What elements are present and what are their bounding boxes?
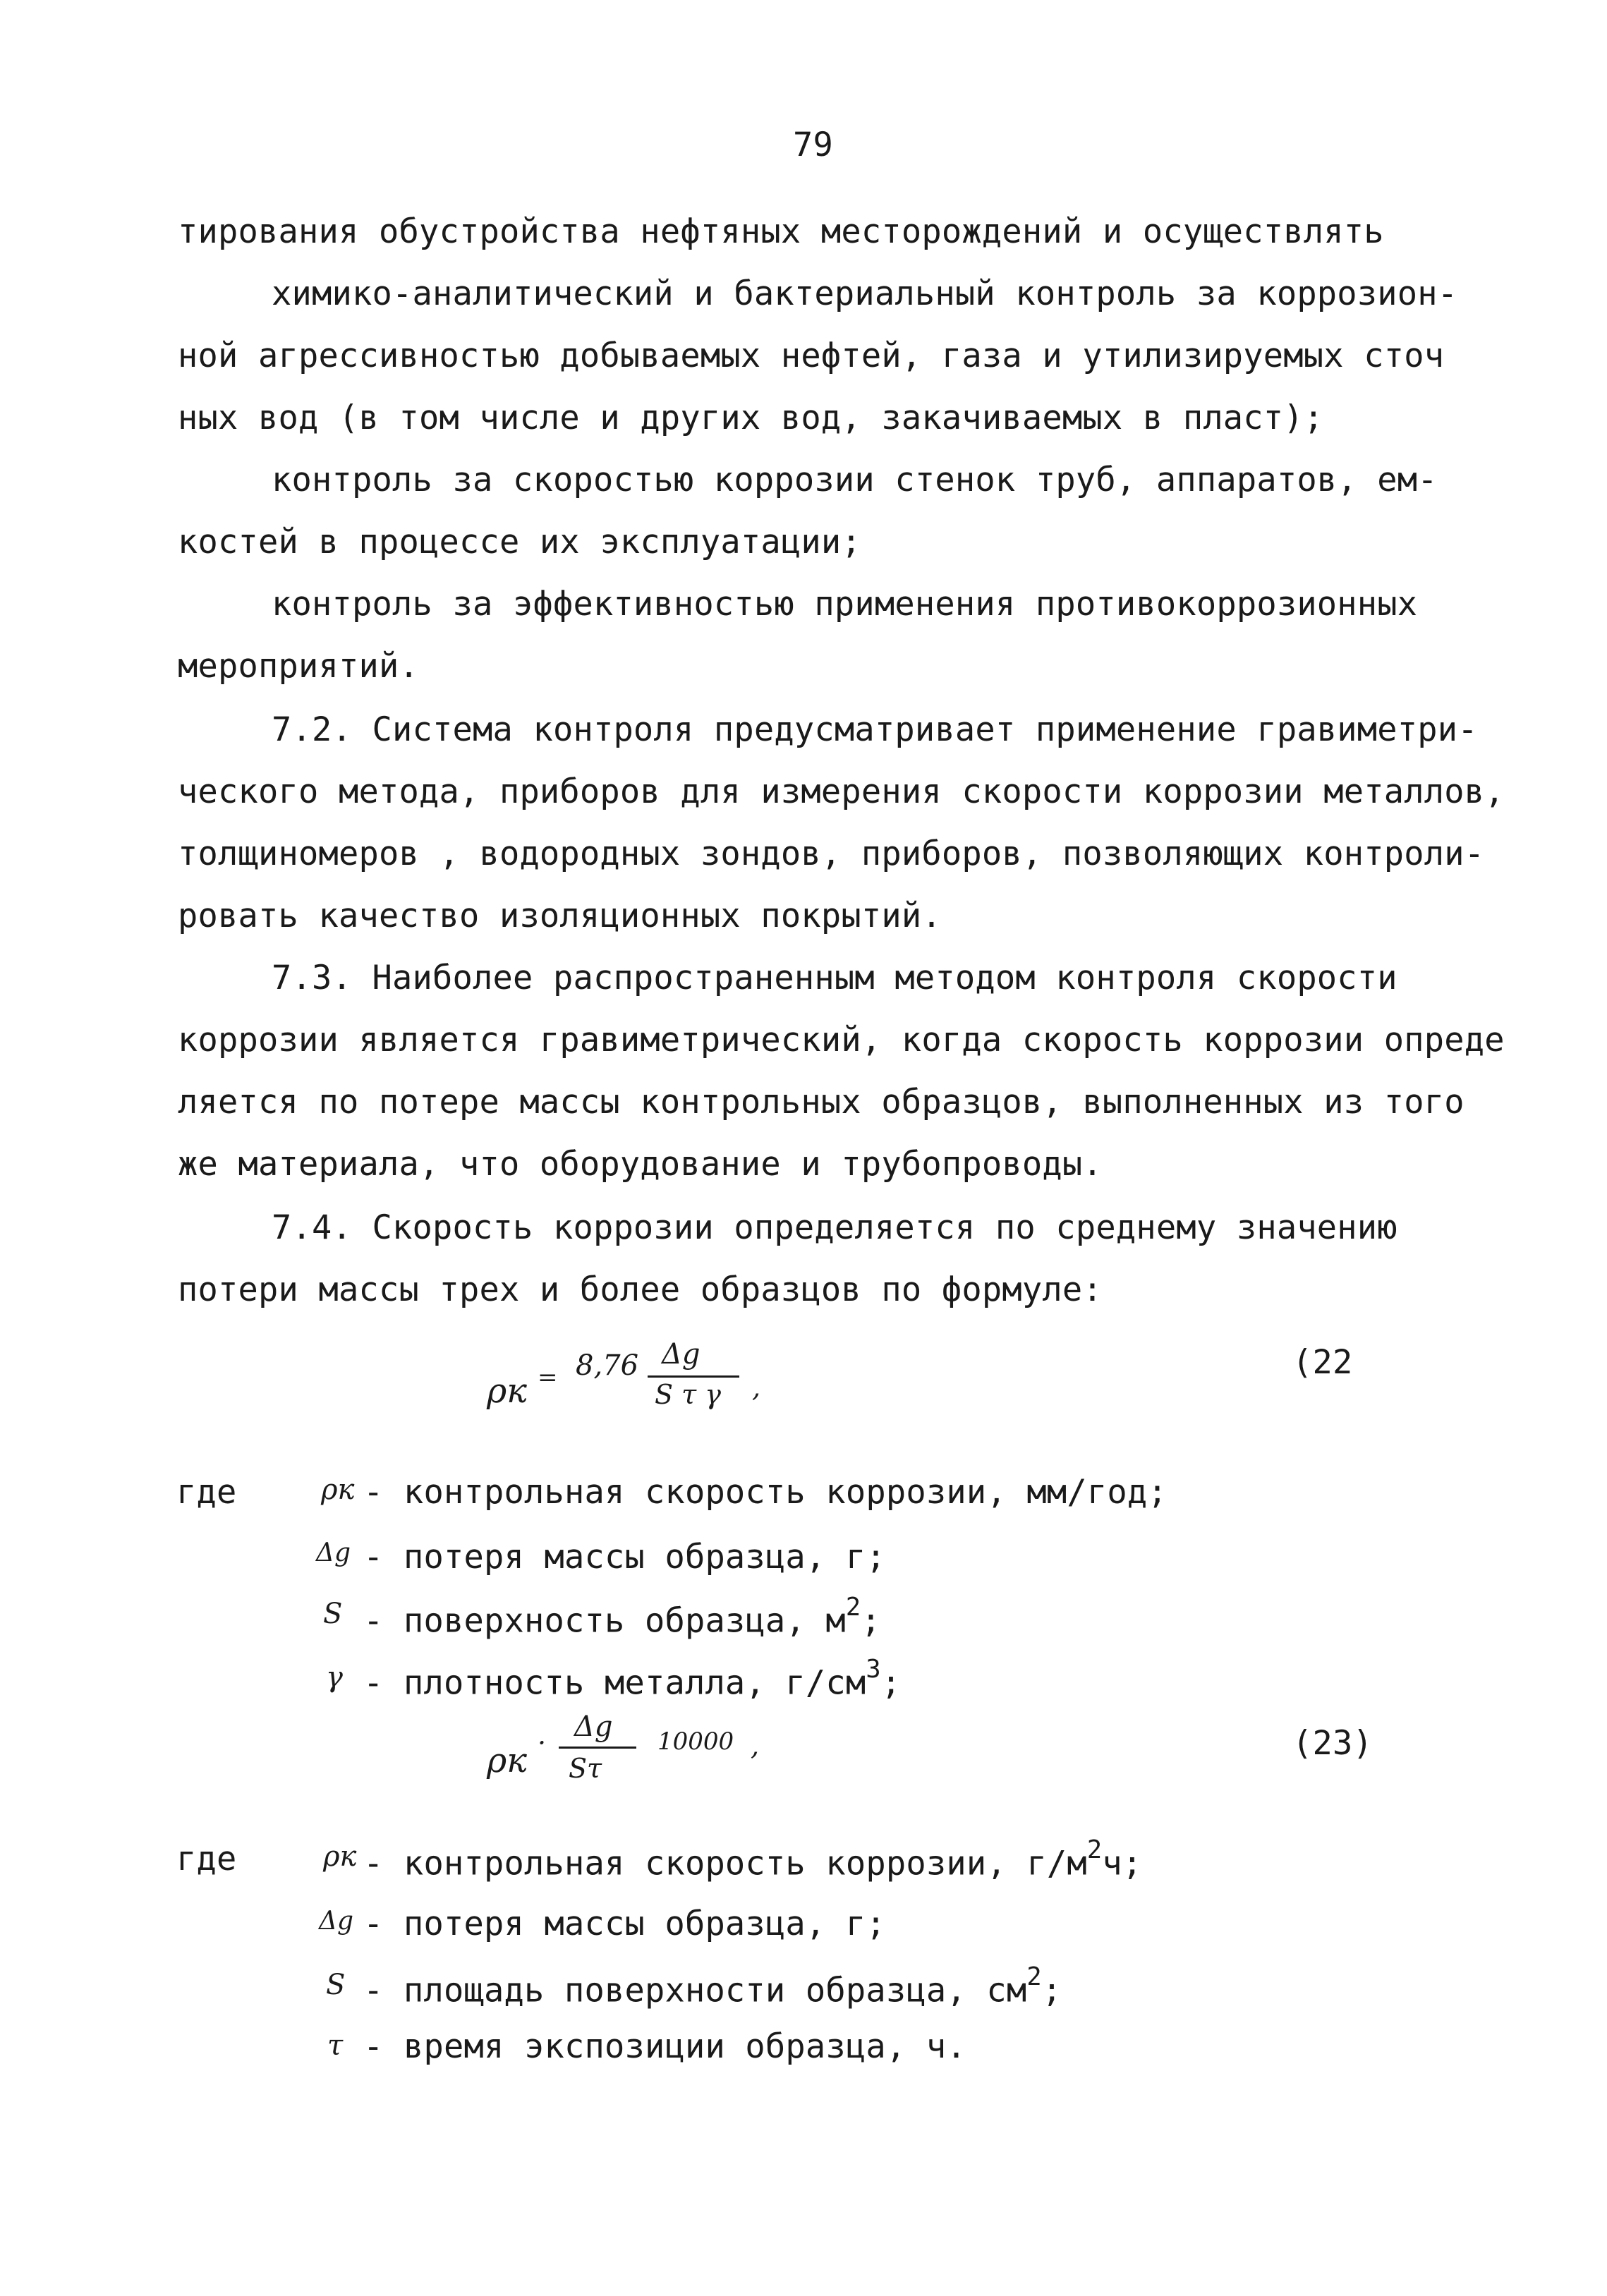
formula-numerator: Δg bbox=[662, 1338, 701, 1371]
text-line: 7.4. Скорость коррозии определяется по среднему значению bbox=[272, 1208, 1397, 1247]
where-label: где bbox=[176, 1473, 237, 1512]
definition-line: - время экспозиции образца, ч. bbox=[363, 2027, 966, 2066]
formula-denominator: Sτ bbox=[569, 1753, 602, 1784]
definition-line: - контрольная скорость коррозии, мм/год; bbox=[363, 1473, 1168, 1512]
text-line: ческого метода, приборов для измерения скорости коррозии металлов, bbox=[178, 772, 1505, 811]
text-line: тирования обустройства нефтяных месторождений и осуществлять bbox=[178, 212, 1384, 251]
definition-line: - плотность металла, $г/см^3$; bbox=[363, 1654, 902, 1703]
text-line: ляется по потере массы контрольных образцов, выполненных из того bbox=[178, 1083, 1465, 1122]
symbol-rho: ρк bbox=[321, 1474, 355, 1506]
text-line: химико-аналитический и бактериальный контроль за коррозион- bbox=[272, 274, 1458, 313]
text-line: коррозии является гравиметрический, когда скорость коррозии опреде bbox=[178, 1021, 1505, 1059]
formula-equals: = bbox=[538, 1363, 558, 1392]
page-number: 79 bbox=[793, 126, 833, 164]
formula-number: (23) bbox=[1292, 1724, 1373, 1763]
text-line: толщиномеров , водородных зондов, приборов, позволяющих контроли- bbox=[178, 834, 1485, 873]
fraction-bar bbox=[559, 1747, 636, 1749]
definition-line: - потеря массы образца, г; bbox=[363, 1538, 886, 1577]
text-line: ровать качество изоляционных покрытий. bbox=[178, 897, 942, 935]
text-line: же материала, что оборудование и трубопроводы. bbox=[178, 1145, 1103, 1184]
definition-line: - поверхность образца, $м^2$; bbox=[363, 1592, 881, 1641]
formula-factor: 10000 bbox=[657, 1727, 734, 1756]
symbol-delta-g: Δg bbox=[319, 1907, 354, 1936]
fraction-bar bbox=[648, 1375, 739, 1378]
text-line: контроль за эффективностью применения противокоррозионных bbox=[272, 585, 1418, 624]
symbol-gamma: γ bbox=[326, 1661, 343, 1694]
symbol-delta-g: Δg bbox=[316, 1538, 351, 1567]
text-line: потери массы трех и более образцов по формуле: bbox=[178, 1270, 1103, 1309]
definition-line: - площадь поверхности образца, $см^2$; bbox=[363, 1962, 1062, 2010]
formula-dot: · bbox=[538, 1727, 547, 1759]
formula-lhs: ρк bbox=[487, 1741, 527, 1780]
text-line: мероприятий. bbox=[178, 647, 419, 686]
text-line: ной агрессивностью добываемых нефтей, газа и утилизируемых сточ bbox=[178, 336, 1445, 375]
definition-line: - потеря массы образца, г; bbox=[363, 1905, 886, 1943]
text-line: 7.2. Система контроля предусматривает применение гравиметри- bbox=[272, 710, 1478, 749]
symbol-s: S bbox=[323, 1598, 343, 1630]
formula-number: (22 bbox=[1292, 1343, 1353, 1382]
text-line: ных вод (в том числе и других вод, закачиваемых в пласт); bbox=[178, 399, 1324, 437]
text-line: 7.3. Наиболее распространенным методом контроля скорости bbox=[272, 959, 1397, 997]
formula-denominator: S τ γ bbox=[655, 1379, 721, 1410]
formula-lhs: ρк bbox=[487, 1371, 527, 1411]
symbol-s: S bbox=[326, 1969, 346, 2001]
symbol-tau: τ bbox=[327, 2029, 344, 2062]
formula-coefficient: 8,76 bbox=[576, 1349, 639, 1382]
formula-numerator: Δg bbox=[574, 1711, 613, 1743]
where-label: где bbox=[176, 1840, 237, 1878]
formula-comma: , bbox=[751, 1730, 760, 1761]
text-line: контроль за скоростью коррозии стенок труб, аппаратов, ем- bbox=[272, 461, 1438, 499]
symbol-rho: ρк bbox=[323, 1840, 357, 1873]
formula-comma: , bbox=[752, 1372, 761, 1403]
definition-line: - контрольная скорость коррозии, $г/м^2ч$; bbox=[363, 1835, 1143, 1883]
text-line: костей в процессе их эксплуатации; bbox=[178, 523, 861, 561]
